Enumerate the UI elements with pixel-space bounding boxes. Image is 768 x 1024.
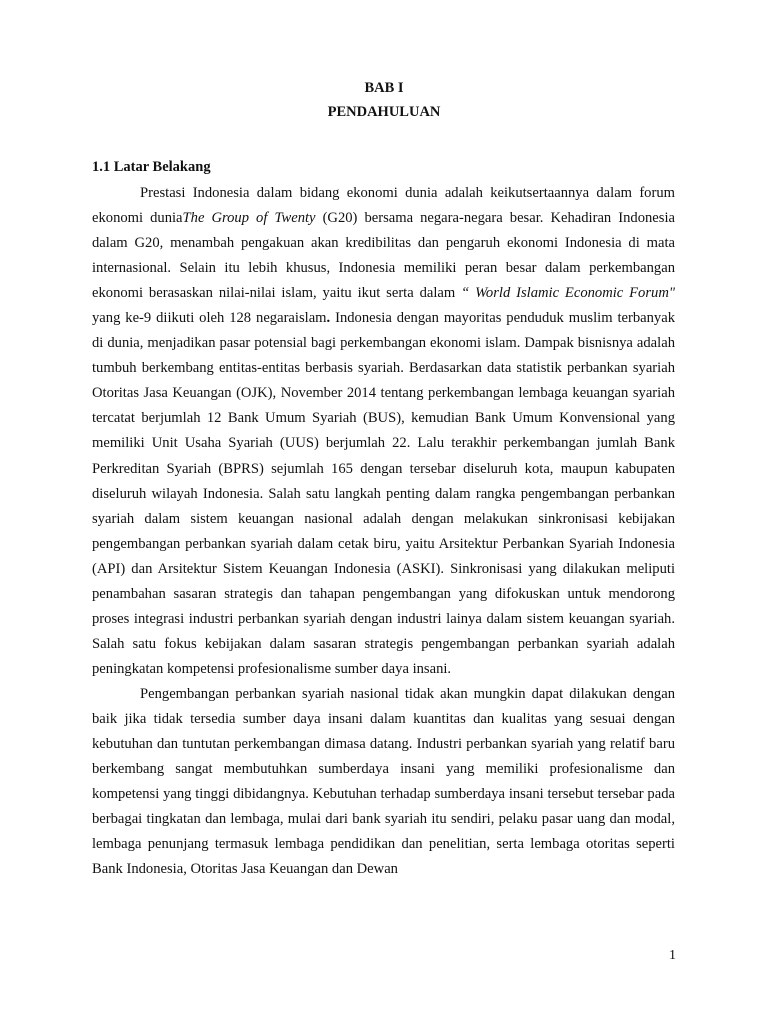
paragraph-2: Pengembangan perbankan syariah nasional tidak akan mungkin dapat dilakukan dengan baik jika tidak tersedia sumber daya insani dalam kuantitas dan kualitas yang sesuai dengan kebutuhan dan tuntutan perkembangan dimasa datang. Industri perbankan syariah yang relatif baru berkembang sangat membutuhkan sumberdaya insani yang memiliki profesionalisme dan kompetensi yang tinggi dibidangnya. Kebutuhan terhadap sumberdaya insani tersebut tersebar pada berbagai tingkatan dan lembaga, mulai dari bank syariah itu sendiri, pelaku pasar uang dan modal, lembaga penunjang termasuk lembaga pendidikan dan penelitian, serta lembaga otoritas seperti Bank Indonesia, Otoritas Jasa Keuangan dan Dewan <box>92 685 675 878</box>
page-number: 1 <box>669 948 676 963</box>
paragraph-1-italic-1: The Group of Twenty <box>182 210 316 227</box>
paragraph-1-italic-2: “ World Islamic Economic Forum" <box>461 285 675 302</box>
paragraph-1-text-1: Prestasi Indonesia dalam bidang ekonomi dunia adalah keikutsertaannya dalam forum ekonomi dunia <box>92 185 675 227</box>
body-text <box>92 181 675 882</box>
chapter-number: BAB I <box>364 80 404 96</box>
paragraph-1-bold-period: . <box>326 310 331 327</box>
section-heading: 1.1 Latar Belakang <box>92 159 211 175</box>
paragraph-1 <box>92 181 675 682</box>
paragraph-1-text-3: yang ke-9 diikuti oleh 128 negaraislam <box>92 310 327 327</box>
paragraph-1-text-4: Indonesia dengan mayoritas penduduk muslim terbanyak di dunia, menjadikan pasar potensial bagi perkembangan ekonomi islam. Dampak bisnisnya adalah tumbuh berkembang entitas-entitas berbasis syariah. Berdasarkan data statistik perbankan syariah Otoritas Jasa Keuangan (OJK), November 2014 tentang perkembangan lembaga keuangan syariah tercatat berjumlah 12 Bank Umum Syariah (BUS), kemudian Bank Umum Konvensional yang memiliki Unit Usaha Syariah (UUS) berjumlah 22. Lalu terakhir perkembangan jumlah Bank Perkreditan Syariah (BPRS) sejumlah 165 dengan tersebar diseluruh kota, maupun kabupaten diseluruh wilayah Indonesia. Salah satu langkah penting dalam rangka pengembangan perbankan syariah dalam sistem keuangan nasional adalah dengan melakukan sinkronisasi kebijakan pengembangan perbankan syariah dalam cetak biru, yaitu Arsitektur Perbankan Syariah Indonesia (API) dan Arsitektur Sistem Keuangan Indonesia (ASKI). Sinkronisasi yang dilakukan meliputi penambahan sasaran strategis dan tahapan pengembangan yang difokuskan untuk mendorong proses integrasi industri perbankan syariah dengan industri lainya dalam sistem keuangan syariah. Salah satu fokus kebijakan dalam sasaran strategis pengembangan perbankan syariah adalah peningkatan kompetensi profesionalisme sumber daya insani. <box>92 310 676 677</box>
paragraph-1-text-2: (G20) bersama negara-negara besar. Kehadiran Indonesia dalam G20, menambah pengakuan akan kredibilitas dan pengaruh ekonomi Indonesia di mata internasional. Selain itu lebih khusus, Indonesia memiliki peran besar dalam perkembangan ekonomi berasaskan nilai-nilai islam, yaitu ikut serta dalam <box>92 210 675 302</box>
chapter-title: PENDAHULUAN <box>327 104 441 120</box>
